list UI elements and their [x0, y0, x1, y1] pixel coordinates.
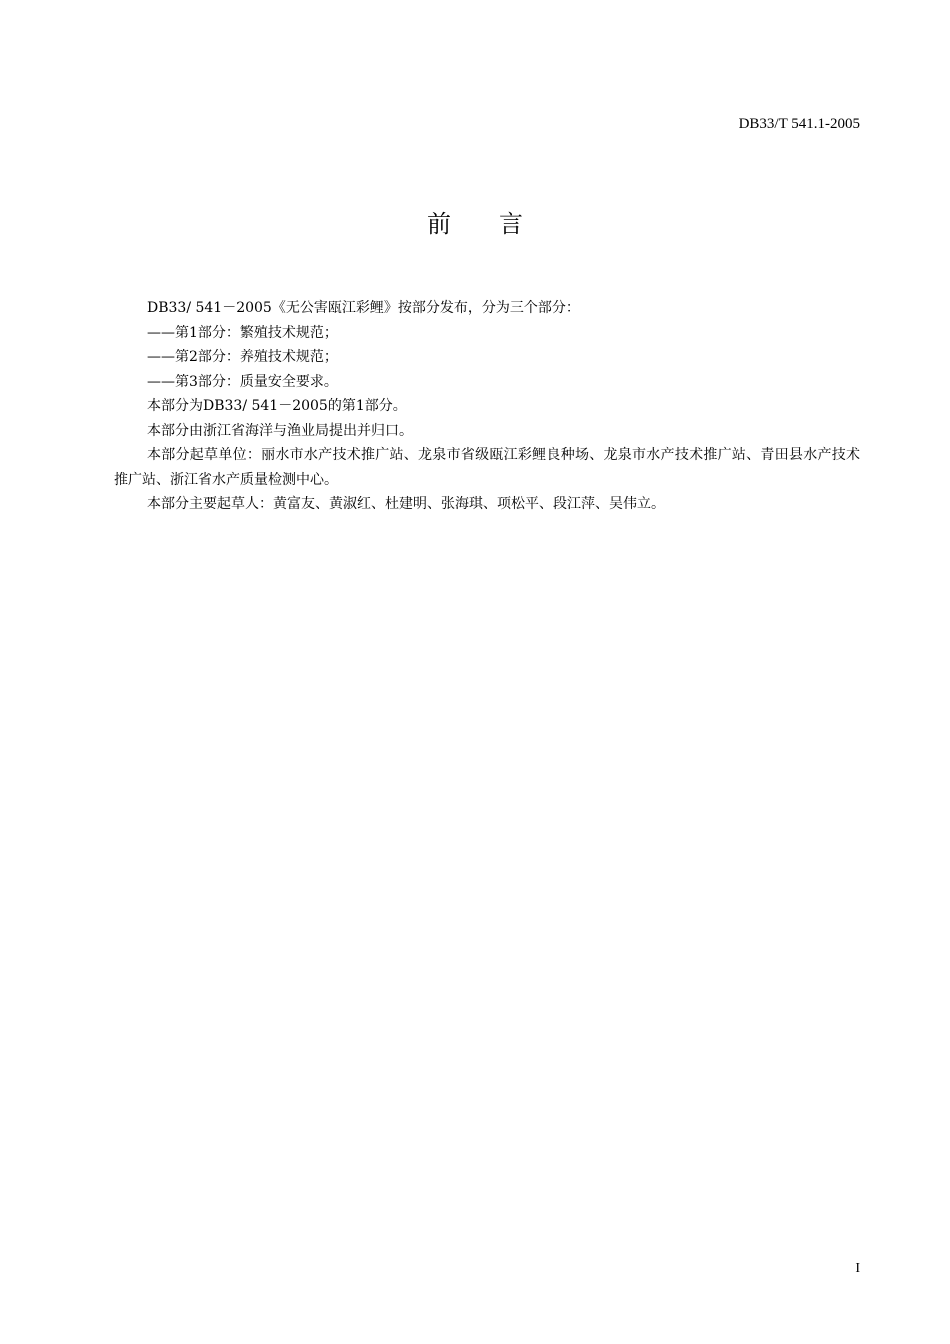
foreword-list-item-part-2: ——第2部分：养殖技术规范；: [147, 349, 338, 365]
foreword-paragraph-drafters: 本部分主要起草人：黄富友、黄淑红、杜建明、张海琪、项松平、段江萍、吴伟立。: [147, 496, 665, 512]
foreword-paragraph-drafting-units: 本部分起草单位：丽水市水产技术推广站、龙泉市省级瓯江彩鲤良种场、龙泉市水产技术推广站、青田县水产技术推广站、浙江省水产质量检测中心。: [114, 447, 860, 488]
foreword-list-item-part-3: ——第3部分：质量安全要求。: [147, 373, 338, 390]
foreword-paragraph-proposer: 本部分由浙江省海洋与渔业局提出并归口。: [147, 422, 413, 439]
page-title-char-1: 前: [427, 210, 451, 238]
page-title-char-2: 言: [499, 210, 523, 238]
foreword-body: [114, 296, 860, 517]
foreword-list-item-part-1: ——第1部分：繁殖技术规范；: [147, 324, 338, 341]
foreword-paragraph-intro: DB33/ 541－2005《无公害瓯江彩鲤》按部分发布，分为三个部分：: [147, 300, 580, 316]
document-code: DB33/T 541.1-2005: [738, 116, 860, 132]
foreword-paragraph-part-statement: 本部分为DB33/ 541－2005的第1部分。: [147, 398, 407, 414]
page-number: I: [855, 1261, 860, 1276]
page-title: [0, 208, 950, 240]
